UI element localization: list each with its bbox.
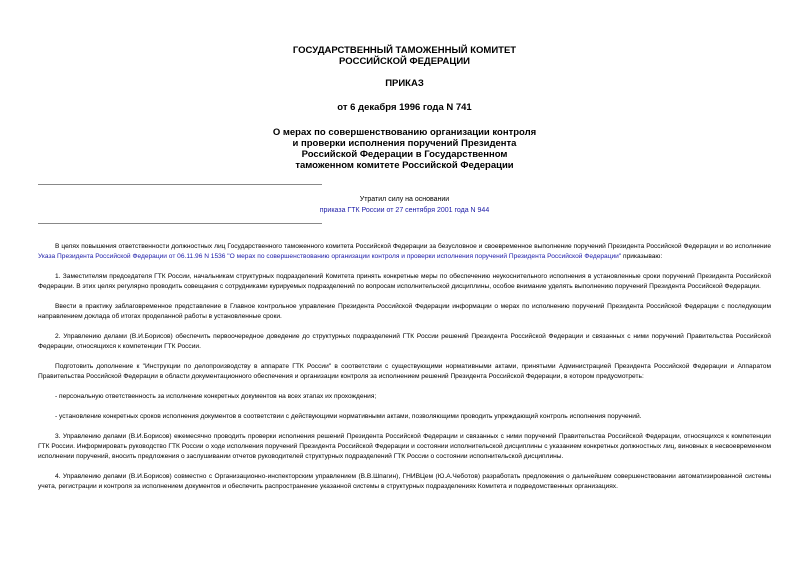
paragraph: 1. Заместителям председателя ГТК России, начальникам структурных подразделений Комитета принять конкретные меры по обеспечению неукоснительного исполнения в установленные сроки поручений Президента Российской Федерации. В этих целях регулярно проводить совещания с сотрудниками курируемых подразделений по вопросам исполнительской дисциплины, особое внимание уделять выполнению поручений Президента Российской Федерации. <box>38 273 771 290</box>
paragraph: 3. Управлению делами (В.И.Борисов) ежемесячно проводить проверки исполнения решений Президента Российской Федерации и связанных с ними поручений Правительства Российской Федерации, относящихся к компетенции ГТК России. Информировать руководство ГТК России о ходе исполнения поручений Президента Российской Федерации и состоянии исполнительской дисциплины с указанием конкретных должностных лиц, виновных в несвоевременном исполнении поручений, вносить предложения о заслушивании отчетов руководителей структурных подразделений ГТК России о состоянии исполнительской дисциплины. <box>38 433 771 460</box>
status-note-text: Утратил силу на основании <box>359 196 450 203</box>
document-date-number: от 6 декабря 1996 года N 741 <box>337 102 472 113</box>
issuer-line-1: ГОСУДАРСТВЕННЫЙ ТАМОЖЕННЫЙ КОМИТЕТ <box>292 45 517 56</box>
paragraph: 2. Управлению делами (В.И.Борисов) обеспечить первоочередное доведение до структурных подразделений ГТК России решений Президента Российской Федерации и связанных с ними поручений Правительства Российской Федерации, относящихся к компетенции ГТК России. <box>38 333 771 350</box>
paragraph: - персональную ответственность за исполнение конкретных документов на всех этапах их прохождения; <box>55 393 377 400</box>
preamble-tail: приказываю: <box>621 253 663 260</box>
decree-link[interactable]: Указа Президента Российской Федерации от 06.11.96 N 1536 "О мерах по совершенствованию организации контроля и проверки исполнения поручений Президента Российской Федерации" <box>38 253 622 260</box>
paragraph-preamble <box>38 242 771 262</box>
issuer-line-2: РОССИЙСКОЙ ФЕДЕРАЦИИ <box>338 56 470 67</box>
repeal-order-link[interactable]: приказа ГТК России от 27 сентября 2001 года N 944 <box>319 207 490 214</box>
document <box>38 45 771 502</box>
document-type: ПРИКАЗ <box>385 78 424 89</box>
preamble-text: В целях повышения ответственности должностных лиц Государственного таможенного комитета Российской Федерации за безусловное и своевременное выполнение поручений Президента Российской Федерации и во исполнение <box>55 243 771 250</box>
divider-top <box>38 184 322 185</box>
paragraph: 4. Управлению делами (В.И.Борисов) совместно с Организационно-инспекторским управлением (В.В.Шпагин), ГНИВЦем (Ю.А.Чеботов) разработать предложения о дальнейшем совершенствовании автоматизированной системы учета, регистрации и контроля за исполнением документов и обеспечить распространение указанной системы в структурных подразделениях Комитета и подведомственных организациях. <box>38 473 771 490</box>
status-note <box>38 194 771 216</box>
title-line: таможенном комитете Российской Федерации <box>295 160 514 171</box>
issuer-block <box>38 45 771 67</box>
title-line: О мерах по совершенствованию организации контроля <box>272 127 537 138</box>
title-line: и проверки исполнения поручений Президента <box>292 138 517 149</box>
paragraph: Ввести в практику заблаговременное представление в Главное контрольное управление Президента Российской Федерации информации о мерах по исполнению поручений Президента Российской Федерации с последующим направлением доклада об итогах проделанной работы в установленные сроки. <box>38 303 771 320</box>
title-line: Российской Федерации в Государственном <box>301 149 508 160</box>
paragraph: - установление конкретных сроков исполнения документов в соответствии с действующими нормативными актами, позволяющими проводить упреждающий контроль исполнения поручений. <box>55 413 642 420</box>
paragraph: Подготовить дополнение к "Инструкции по делопроизводству в аппарате ГТК России" в соответствии с существующими нормативными актами, принятыми Администрацией Президента Российской Федерации и Аппаратом Правительства Российской Федерации в области документационного обеспечения и организации контроля за исполнением решений Президента Российской Федерации, в котором предусмотреть: <box>38 363 771 380</box>
document-body <box>38 242 771 492</box>
divider-bottom <box>38 223 322 224</box>
document-title <box>38 127 771 171</box>
